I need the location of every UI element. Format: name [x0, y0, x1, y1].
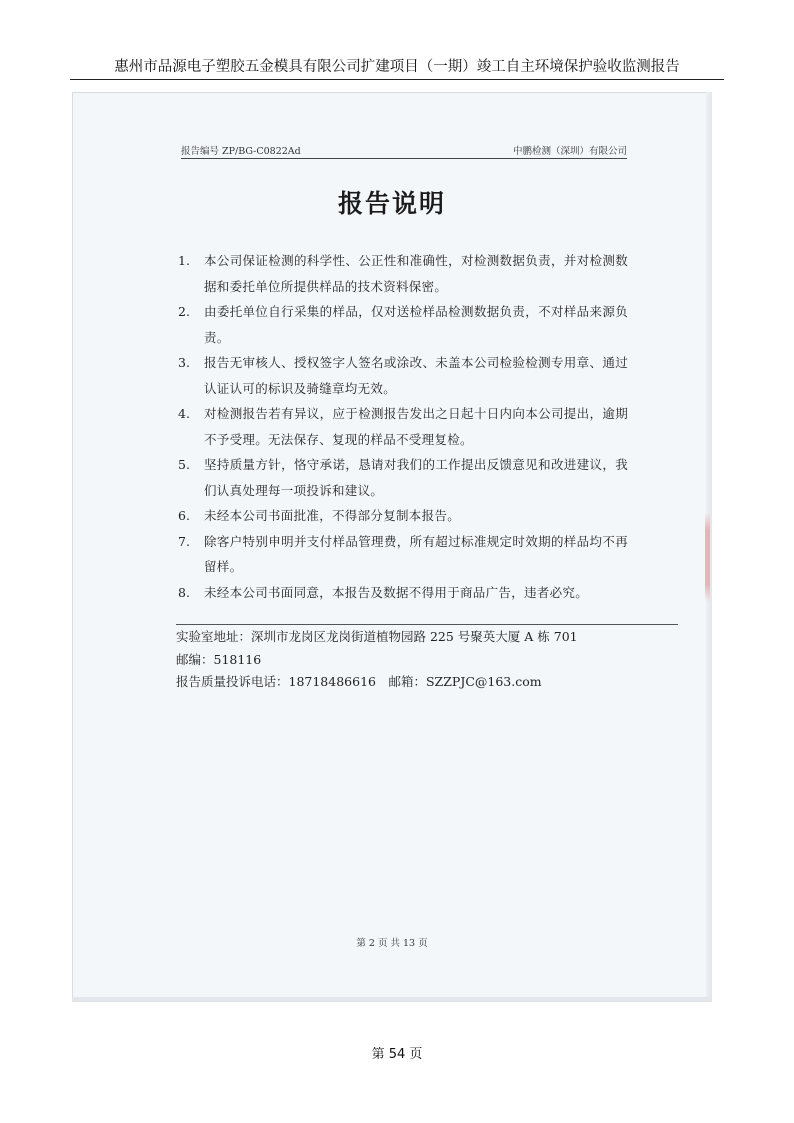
page-number: 第 54 页	[371, 1047, 423, 1062]
seam-stamp-mark	[705, 512, 710, 602]
note-number: 3.	[178, 355, 190, 370]
note-item	[178, 248, 628, 299]
note-item	[178, 503, 628, 529]
report-notes-title: 报告说明	[337, 189, 446, 218]
scanned-page-header	[181, 140, 627, 158]
scanned-page	[72, 92, 712, 1002]
note-text: 未经本公司书面同意，本报告及数据不得用于商品广告，违者必究。	[204, 584, 589, 600]
note-number: 5.	[178, 457, 190, 472]
report-number: 报告编号 ZP/BG-C0822Ad	[181, 146, 301, 157]
note-text: 坚持质量方针，恪守承诺，恳请对我们的工作提出反馈意见和改进建议，我们认真处理每一项投诉和建议。	[204, 457, 628, 498]
note-item	[178, 299, 628, 350]
lab-postcode: 邮编：518116	[176, 651, 262, 667]
complaint-contact: 报告质量投诉电话：18718486616 邮箱：SZZPJC@163.com	[176, 674, 542, 689]
note-item	[178, 580, 628, 606]
note-text: 未经本公司书面批准，不得部分复制本报告。	[204, 508, 461, 523]
document-header-title: 惠州市品源电子塑胶五金模具有限公司扩建项目（一期）竣工自主环境保护验收监测报告	[114, 59, 680, 75]
note-number: 4.	[178, 406, 190, 421]
note-number: 1.	[178, 253, 190, 268]
note-number: 7.	[178, 533, 190, 549]
note-item	[178, 350, 628, 401]
lab-info-divider	[176, 624, 678, 625]
report-notes-list	[178, 248, 628, 605]
scanned-page-number: 第 2 页 共 13 页	[356, 938, 428, 949]
note-item	[178, 452, 628, 503]
note-text: 除客户特别申明并支付样品管理费，所有超过标准规定时效期的样品均不再留样。	[204, 533, 628, 574]
header-divider	[70, 79, 724, 80]
note-item	[178, 529, 628, 580]
note-text: 报告无审核人、授权签字人签名或涂改、未盖本公司检验检测专用章、通过认证认可的标识及骑缝章均无效。	[204, 355, 628, 396]
scan-bottom-edge	[72, 997, 712, 1002]
note-text: 本公司保证检测的科学性、公正性和准确性，对检测数据负责，并对检测数据和委托单位所提供样品的技术资料保密。	[204, 253, 628, 294]
note-text: 对检测报告若有异议，应于检测报告发出之日起十日内向本公司提出，逾期不予受理。无法保存、复现的样品不受理复检。	[204, 406, 628, 447]
note-number: 6.	[178, 508, 190, 523]
note-text: 由委托单位自行采集的样品，仅对送检样品检测数据负责，不对样品来源负责。	[204, 304, 628, 345]
note-number: 2.	[178, 304, 190, 319]
lab-contact-block	[176, 626, 696, 694]
note-item	[178, 401, 628, 452]
company-name: 中鹏检测（深圳）有限公司	[512, 146, 627, 157]
lab-address: 实验室地址：深圳市龙岗区龙岗街道植物园路 225 号聚英大厦 A 栋 701	[176, 629, 578, 644]
scanned-header-divider	[181, 158, 627, 159]
note-number: 8.	[178, 584, 190, 600]
